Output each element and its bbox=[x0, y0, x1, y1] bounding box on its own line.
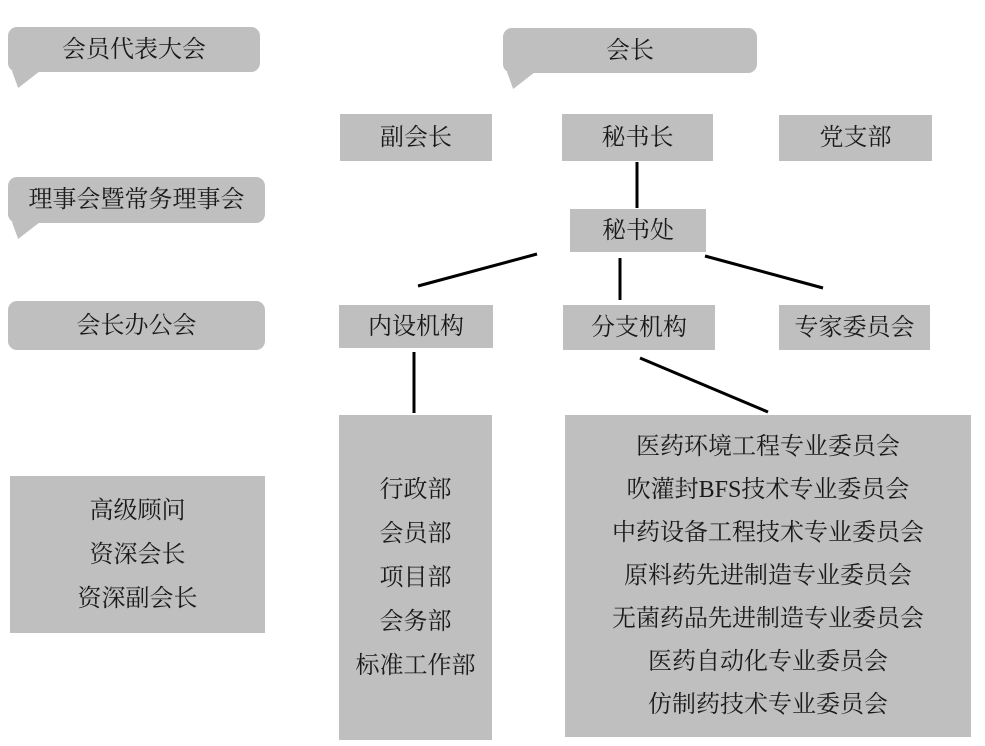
bubble-council-label: 理事会暨常务理事会 bbox=[28, 187, 245, 213]
connector-secretariat-to-expert-committee bbox=[705, 256, 823, 288]
bubble-member-congress bbox=[8, 27, 260, 72]
bubble-council bbox=[8, 177, 265, 223]
bubble-president-tail bbox=[507, 72, 535, 89]
box-internal-orgs bbox=[339, 305, 493, 348]
box-expert-committee-label: 专家委员会 bbox=[794, 314, 915, 341]
committee-item: 仿制药技术专业委员会 bbox=[648, 692, 888, 718]
department-item: 会员部 bbox=[379, 520, 452, 547]
box-internal-orgs-label: 内设机构 bbox=[368, 313, 464, 340]
department-item: 行政部 bbox=[379, 476, 452, 503]
bubble-president-office-meeting bbox=[8, 301, 265, 350]
box-branch-orgs bbox=[563, 305, 715, 350]
box-party-branch-label: 党支部 bbox=[819, 125, 892, 151]
box-secretary-general-label: 秘书长 bbox=[601, 124, 674, 151]
senior-advisor-item: 资深会长 bbox=[89, 541, 186, 568]
committee-item: 无菌药品先进制造专业委员会 bbox=[612, 606, 924, 632]
senior-advisor-item: 高级顾问 bbox=[89, 497, 186, 524]
box-secretary-general bbox=[562, 114, 713, 161]
box-branch-orgs-label: 分支机构 bbox=[591, 314, 687, 341]
committee-item: 医药环境工程专业委员会 bbox=[636, 434, 900, 460]
senior-advisor-item: 资深副会长 bbox=[77, 585, 198, 612]
bubble-president-office-meeting-label: 会长办公会 bbox=[76, 312, 197, 339]
box-secretariat-label: 秘书处 bbox=[602, 217, 674, 244]
box-party-branch bbox=[779, 115, 932, 161]
box-secretariat bbox=[570, 209, 706, 252]
committee-item: 医药自动化专业委员会 bbox=[648, 649, 888, 675]
bubble-council-tail bbox=[12, 222, 40, 239]
box-vice-president-label: 副会长 bbox=[380, 124, 452, 151]
panel-senior-advisors bbox=[10, 476, 265, 633]
panel-committees bbox=[565, 415, 971, 737]
department-item: 项目部 bbox=[379, 564, 452, 591]
bubble-member-congress-tail bbox=[12, 71, 40, 88]
committee-item: 原料药先进制造专业委员会 bbox=[624, 563, 912, 589]
panel-departments bbox=[339, 415, 492, 740]
bubble-member-congress-label: 会员代表大会 bbox=[62, 36, 206, 63]
department-item: 标准工作部 bbox=[355, 652, 476, 679]
committee-item: 吹灌封BFS技术专业委员会 bbox=[626, 477, 910, 503]
connector-secretariat-to-internal-orgs bbox=[418, 254, 537, 286]
box-expert-committee bbox=[779, 305, 930, 350]
bubble-president bbox=[503, 28, 757, 73]
box-vice-president bbox=[340, 114, 492, 161]
connector-branch-orgs-to-committees bbox=[640, 358, 768, 412]
department-item: 会务部 bbox=[379, 608, 452, 635]
committee-item: 中药设备工程技术专业委员会 bbox=[612, 520, 924, 546]
bubble-president-label: 会长 bbox=[606, 37, 654, 64]
